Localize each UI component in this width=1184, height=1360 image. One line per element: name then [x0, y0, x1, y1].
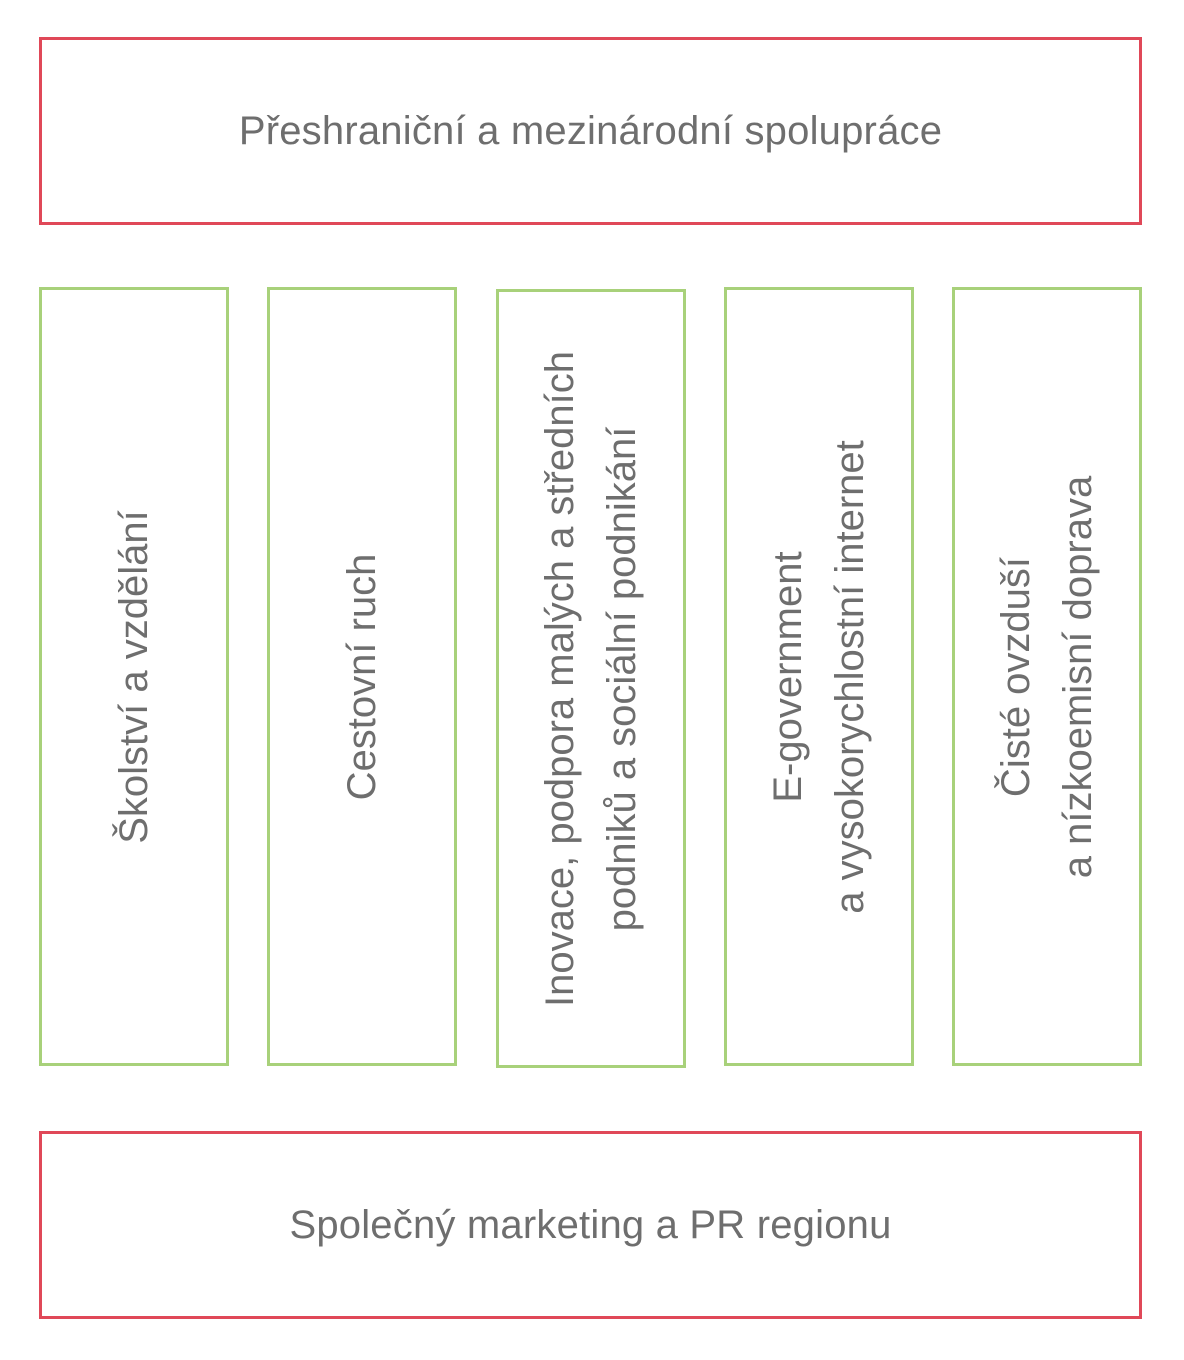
pillar-clean-air [952, 287, 1142, 1066]
cross-border-cooperation-box [39, 37, 1142, 225]
joint-marketing-label: Společný marketing a PR regionu [289, 1202, 892, 1247]
pillar-innovation-line-2: podniků a sociální podnikání [600, 426, 644, 931]
pillar-education-label [103, 307, 165, 1047]
pillar-clean-air-line-1: Čisté ovzduší [994, 556, 1038, 797]
pillar-innovation-label [529, 309, 653, 1049]
cross-border-cooperation-label: Přeshraniční a mezinárodní spolupráce [238, 108, 943, 153]
pillar-tourism [267, 287, 457, 1066]
pillar-innovation-line-1: Inovace, podpora malých a středních [538, 350, 582, 1007]
pillar-clean-air-label [985, 307, 1109, 1047]
joint-marketing-box [39, 1131, 1142, 1319]
pillar-tourism-label [331, 307, 393, 1047]
pillar-egovernment-label [757, 307, 881, 1047]
pillar-education [39, 287, 229, 1066]
pillar-egovernment-line-2: a vysokorychlostní internet [828, 439, 872, 914]
pillar-tourism-line-1: Cestovní ruch [340, 553, 384, 800]
pillar-egovernment [724, 287, 914, 1066]
pillar-innovation [496, 289, 686, 1068]
pillar-egovernment-line-1: E-government [766, 550, 810, 803]
pillar-clean-air-line-2: a nízkoemisní doprava [1056, 475, 1100, 878]
pillar-education-line-1: Školství a vzdělání [112, 509, 156, 844]
